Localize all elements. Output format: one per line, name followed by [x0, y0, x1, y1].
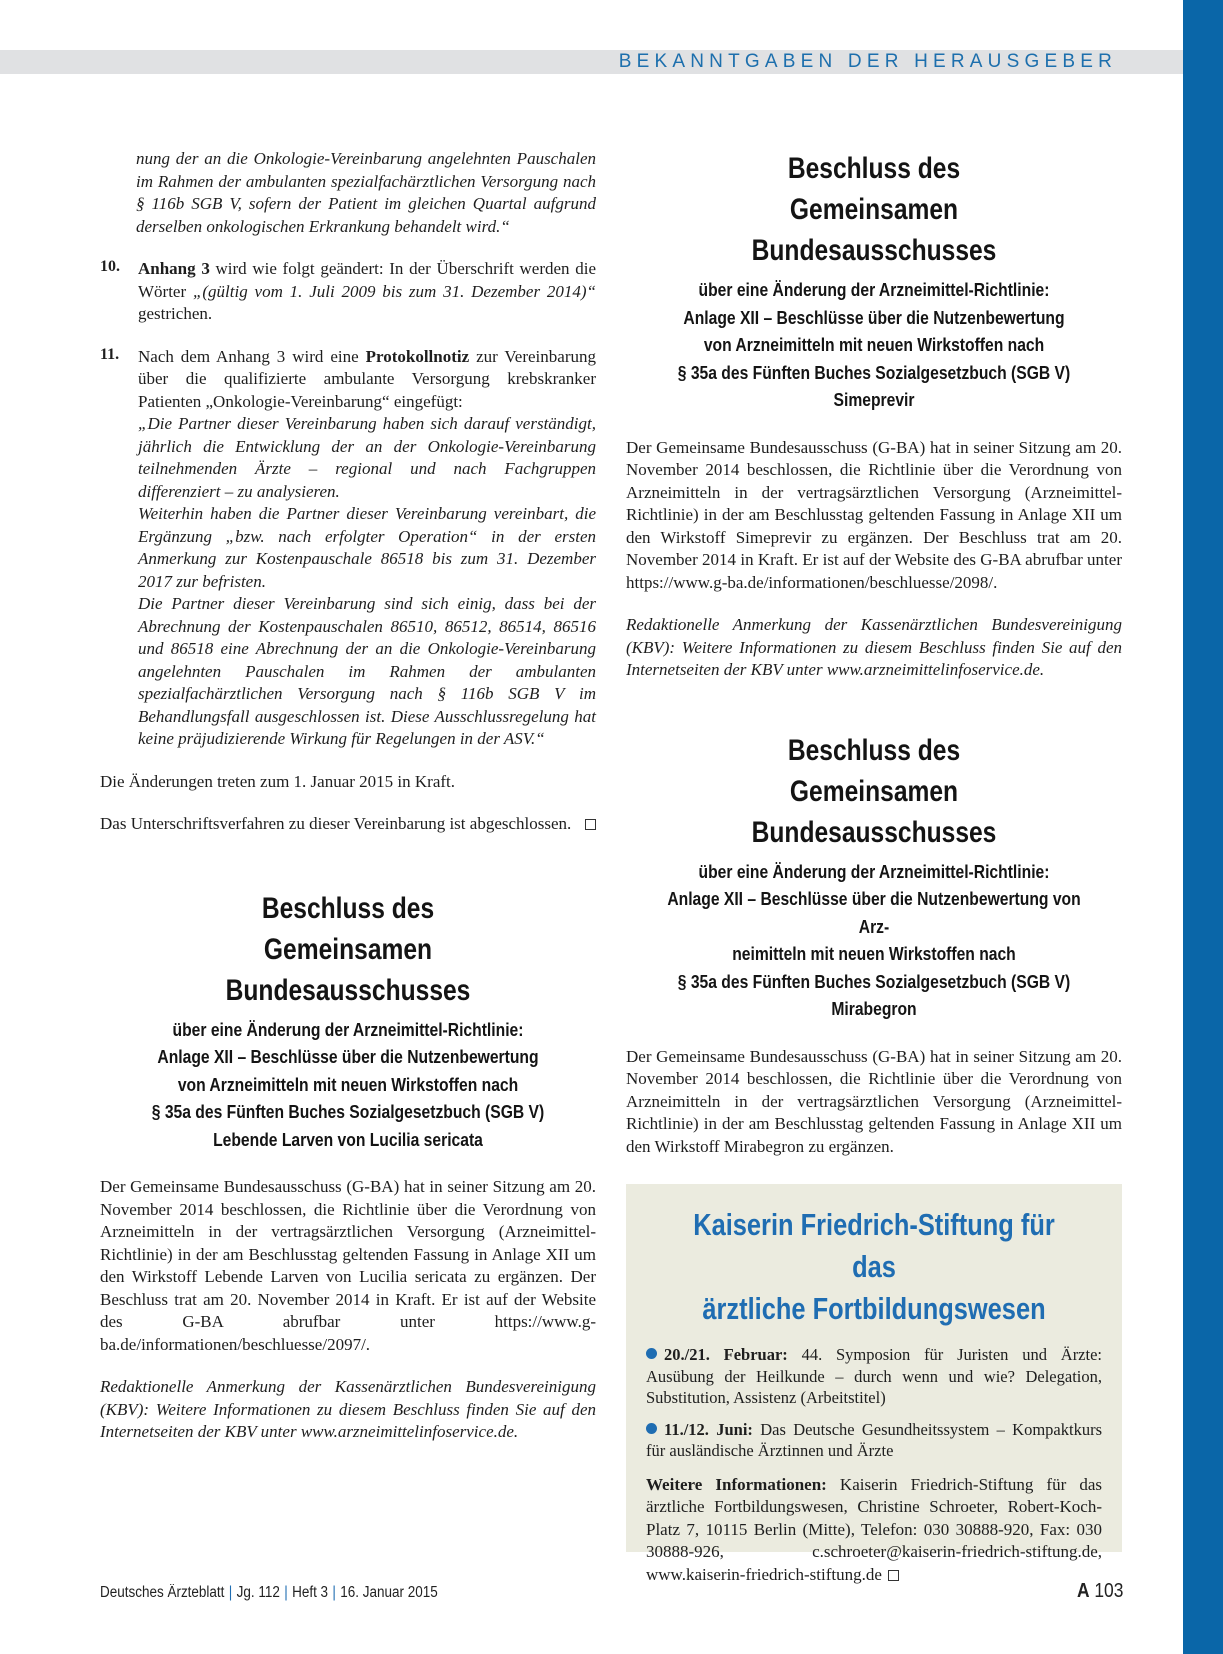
article-subtitle-line3: von Arzneimitteln mit neuen Wirkstoffen nach — [177, 1074, 519, 1095]
more-info-body: Kaiserin Friedrich-Stiftung für das ärztliche Fortbildungswesen, Christine Schroeter, Robert-Koch-Platz 7, 10115 Berlin (Mitte), Telefon: 030 30888-920, Fax: 030 30888-926, c.schroeter@kaiserin-friedrich-stiftung.de, www.kaiserin-friedrich-stiftung.de — [646, 1474, 1102, 1584]
signature-text — [100, 813, 596, 836]
right-column — [626, 148, 1122, 1158]
article-subtitle-line4: § 35a des Fünften Buches Sozialgesetzbuch (SGB V) — [677, 362, 1071, 383]
list-item-10 — [100, 258, 596, 326]
article-title-line1: Beschluss des — [787, 152, 961, 185]
item-11-quote2: Weiterhin haben die Partner dieser Vereinbarung vereinbart, die Ergänzung „bzw. nach erfolgter Operation“ in der ersten Anmerkung zur Kostenpauschale 86518 bis zum 31. Dezember 2017 zur befristen. — [138, 504, 596, 591]
more-info-label: Weitere Informationen: — [646, 1474, 827, 1494]
item-10-text — [138, 258, 596, 326]
bullet-icon — [646, 1423, 657, 1434]
end-mark-icon — [585, 819, 596, 830]
more-info-text — [646, 1474, 1102, 1587]
event-date: 11./12. Juni: — [664, 1419, 753, 1439]
article-body: Der Gemeinsame Bundesausschuss (G-BA) hat in seiner Sitzung am 20. November 2014 beschlossen, die Richtlinie über die Verordnung von Arzneimitteln in der vertragsärztlichen Versorgung (Arzneimittel-Richtlinie) in der am Beschlusstag geltenden Fassung in Anlage XII um den Wirkstoff Mirabegron zu ergänzen. — [626, 1046, 1122, 1156]
article-heading — [100, 888, 596, 1155]
side-color-bar — [1183, 0, 1223, 1654]
event-item — [646, 1419, 1102, 1462]
editorial-note: Redaktionelle Anmerkung der Kassenärztlichen Bundesvereinigung (KBV): Weitere Informationen zu diesem Beschluss finden Sie auf den Internetseiten der KBV unter www.arzneimittelinfoservice.de. — [626, 615, 1122, 679]
event-info-box — [626, 1184, 1122, 1584]
item-11-bold: Protokollnotiz — [365, 346, 470, 366]
article-body: Der Gemeinsame Bundesausschuss (G-BA) hat in seiner Sitzung am 20. November 2014 beschlossen, die Richtlinie über die Verordnung von Arzneimitteln in der vertragsärztlichen Versorgung (Arzneimittel-Richtlinie) in der am Beschlusstag geltenden Fassung in Anlage XII um den Wirkstoff Lebende Larven von Lucilia sericata zu ergänzen. Der Beschluss trat am 20. November 2014 in Kraft. Er ist auf der Website des G-BA abrufbar unter https://www.g-ba.de/informationen/beschluesse/2097/. — [100, 1177, 596, 1354]
editorial-note: Redaktionelle Anmerkung der Kassenärztlichen Bundesvereinigung (KBV): Weitere Informationen zu diesem Beschluss finden Sie auf den Internetseiten der KBV unter www.arzneimittelinfoservice.de. — [100, 1377, 596, 1441]
separator: | — [284, 1584, 288, 1601]
article-title-line2: Gemeinsamen Bundesausschusses — [225, 932, 471, 1007]
article-subtitle-line3: neimitteln mit neuen Wirkstoffen nach — [732, 944, 1016, 964]
article-subtitle-line1: über eine Änderung der Arzneimittel-Richtlinie: — [172, 1019, 524, 1040]
event-text: Das Deutsche Gesundheitssystem – Kompaktkurs für ausländische Ärztinnen und Ärzte — [646, 1419, 1102, 1460]
item-number: 11. — [100, 345, 120, 363]
item-10-text2: gestrichen. — [138, 304, 213, 323]
article-title-line1: Beschluss des — [787, 733, 961, 767]
article-subtitle-line1: über eine Änderung der Arzneimittel-Richtlinie: — [698, 861, 1050, 882]
article-title-line2: Gemeinsamen Bundesausschusses — [751, 774, 997, 849]
page-number — [1077, 1580, 1123, 1603]
article-subtitle-line4: § 35a des Fünften Buches Sozialgesetzbuch (SGB V) — [151, 1102, 545, 1122]
info-box-title-line1: Kaiserin Friedrich-Stiftung für das — [693, 1207, 1055, 1284]
end-mark-icon — [888, 1570, 899, 1581]
issue: Heft 3 — [292, 1584, 329, 1601]
article-heading — [626, 148, 1122, 415]
article-title-line2: Gemeinsamen Bundesausschusses — [751, 193, 997, 267]
item-10-italic: „(gültig vom 1. Juli 2009 bis zum 31. Dezember 2014)“ — [192, 281, 596, 301]
article-subtitle-line5: Mirabegron — [831, 999, 917, 1019]
journal-name: Deutsches Ärzteblatt — [100, 1584, 225, 1601]
item-11-quote1: „Die Partner dieser Vereinbarung haben sich darauf verständigt, jährlich die Entwicklung der an der Onkologie-Vereinbarung teilnehmenden Ärzte – regional und nach Fachgruppen differenziert – zu analysieren. — [138, 414, 596, 501]
article-heading — [626, 730, 1122, 1024]
article-subtitle-line2: Anlage XII – Beschlüsse über die Nutzenbewertung von Arz- — [667, 889, 1081, 937]
signature-label: Das Unterschriftsverfahren zu dieser Vereinbarung ist abgeschlossen. — [100, 814, 572, 833]
article-title-line1: Beschluss des — [261, 891, 435, 925]
event-date: 20./21. Februar: — [664, 1345, 788, 1364]
article-subtitle-line5: Simeprevir — [833, 390, 915, 410]
issue-date: 16. Januar 2015 — [340, 1584, 438, 1601]
info-box-title-line2: ärztliche Fortbildungswesen — [702, 1291, 1046, 1326]
item-11-text2: zur Vereinbarung über die qualifizierte ambulante Versorgung krebskranker Patienten „Onkologie-Vereinbarung“ eingefügt: — [138, 346, 596, 411]
volume: Jg. 112 — [236, 1584, 280, 1601]
page-prefix: A — [1076, 1580, 1090, 1602]
event-text: 44. Symposion für Juristen und Ärzte: Ausübung der Heilkunde – durch wenn und wie? Delegation, Substitution, Assistenz (Arbeitstitel) — [646, 1345, 1102, 1407]
article-body: Der Gemeinsame Bundesausschuss (G-BA) hat in seiner Sitzung am 20. November 2014 beschlossen, die Richtlinie über die Verordnung von Arzneimitteln in der vertragsärztlichen Versorgung (Arzneimittel-Richtlinie) in der am Beschlusstag geltenden Fassung in Anlage XII um den Wirkstoff Simeprevir zu ergänzen. Der Beschluss trat am 20. November 2014 in Kraft. Er ist auf der Website des G-BA abrufbar unter https://www.g-ba.de/informationen/beschluesse/2098/. — [626, 437, 1122, 592]
separator: | — [228, 1584, 233, 1601]
bullet-icon — [646, 1348, 657, 1359]
item-11-text1: Nach dem Anhang 3 wird eine — [138, 346, 366, 366]
article-subtitle-line2: Anlage XII – Beschlüsse über die Nutzenbewertung — [683, 307, 1065, 328]
article-subtitle-line1: über eine Änderung der Arzneimittel-Richtlinie: — [698, 280, 1050, 300]
list-item-11 — [100, 346, 596, 751]
item-11-quote3: Die Partner dieser Vereinbarung sind sich einig, dass bei der Abrechnung der Kostenpauschalen 86510, 86512, 86514, 86516 und 86518 eine Abrechnung der an die Onkologie-Vereinbarung angelehnten Pauschalen im Rahmen der ambulanten spezialfachärztlichen Versorgung nach § 116b SGB V im Behandlungsfall ausgeschlossen ist. Diese Ausschlussregelung hat keine präjudizierende Wirkung für Regelungen in der ASV.“ — [138, 594, 596, 748]
article-subtitle-line4: § 35a des Fünften Buches Sozialgesetzbuch (SGB V) — [677, 971, 1071, 992]
footer-citation — [100, 1584, 438, 1602]
article-subtitle-line2: Anlage XII – Beschlüsse über die Nutzenbewertung — [157, 1047, 539, 1067]
article-subtitle-line5: Lebende Larven von Lucilia sericata — [213, 1129, 483, 1150]
section-label: BEKANNTGABEN DER HERAUSGEBER — [618, 51, 1117, 72]
item-11-text — [138, 346, 596, 414]
left-column — [100, 148, 596, 1444]
intro-paragraph: nung der an die Onkologie-Vereinbarung angelehnten Pauschalen im Rahmen der ambulanten spezialfachärztlichen Versorgung nach § 116b SGB V, sofern der Patient im gleichen Quartal aufgrund derselben onkologischen Erkrankung behandelt wird.“ — [136, 149, 596, 236]
separator: | — [332, 1584, 336, 1601]
item-number: 10. — [100, 258, 120, 275]
article-subtitle-line3: von Arzneimitteln mit neuen Wirkstoffen nach — [703, 335, 1045, 355]
event-item — [646, 1344, 1102, 1409]
item-10-text1: wird wie folgt geändert: In der Überschrift werden die Wörter — [138, 259, 596, 301]
page-number-value: 103 — [1093, 1580, 1123, 1602]
item-10-bold: Anhang 3 — [138, 259, 210, 278]
effective-date-text: Die Änderungen treten zum 1. Januar 2015 in Kraft. — [100, 771, 455, 791]
